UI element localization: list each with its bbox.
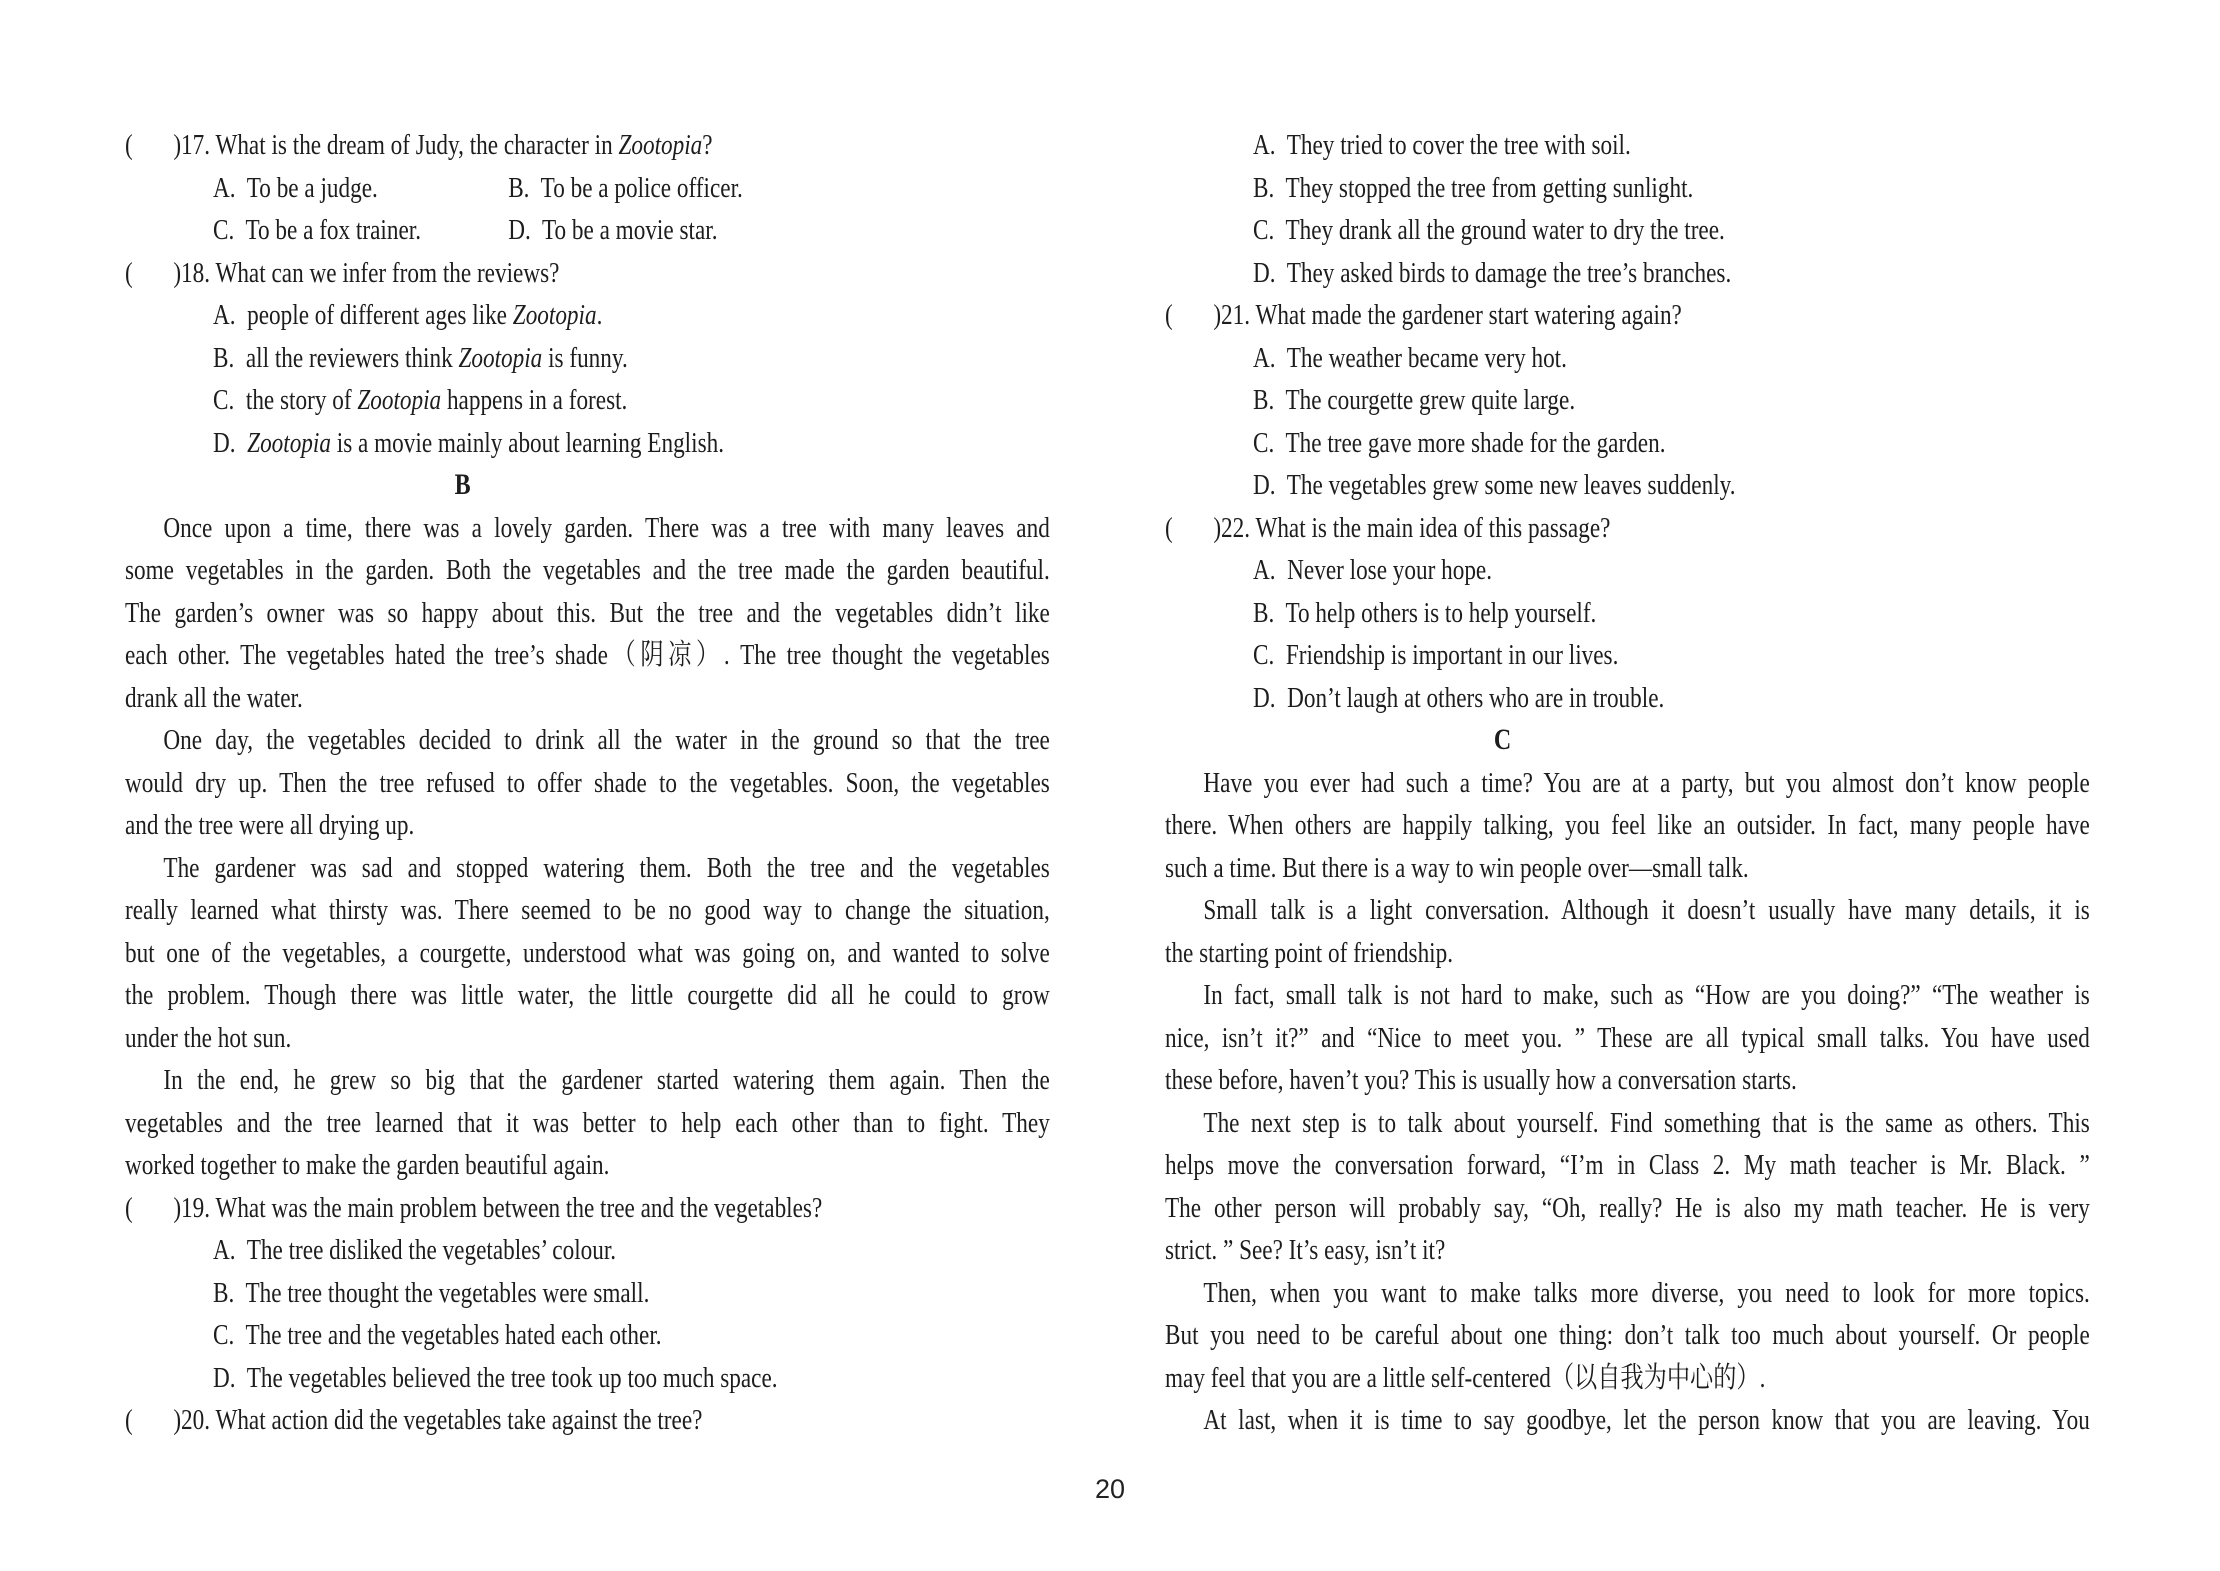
text-run: The gardener was sad and stopped watering them. Both the tree and the vegetables (163, 851, 1050, 884)
text-run: B (454, 468, 471, 501)
text-run: would dry up. Then the tree refused to offer shade to the vegetables. Soon, the vegetables (125, 766, 1050, 799)
section-header-B (125, 464, 1050, 507)
paragraph-line (1165, 1229, 2090, 1272)
text-run: The tree disliked the vegetables’ colour. (246, 1234, 617, 1266)
text-run: Friendship is important in our lives. (1285, 639, 1619, 671)
text-run: The garden’s owner was so happy about this. But the tree and the vegetables didn’t like (125, 596, 1050, 629)
text-run: The other person will probably say, “Oh, really? He is also my math teacher. He is very (1165, 1191, 2090, 1224)
option-C (213, 214, 421, 246)
text-run: What was the main problem between the tree and the vegetables? (215, 1191, 823, 1224)
question-line-22 (1165, 507, 2090, 550)
question-line-18 (125, 252, 1050, 295)
text-run: the problem. Though there was little water, the little courgette did all he could to grow (125, 979, 1050, 1011)
text-run: some vegetables in the garden. Both the vegetables and the tree made the garden beautiful. (125, 554, 1050, 586)
paragraph-line (125, 762, 1050, 805)
text-run: people of different ages like (247, 299, 513, 331)
text-run: What action did the vegetables take against the tree? (215, 1404, 703, 1436)
paragraph-line (125, 677, 1050, 720)
option-label: D. (508, 214, 542, 246)
text-run: The next step is to talk about yourself. Find something that is the same as others. This (1203, 1106, 2090, 1139)
italic-title: Zootopia (247, 426, 331, 459)
text-run: They asked birds to damage the tree’s branches. (1286, 256, 1732, 289)
option-line-C (1165, 209, 2090, 252)
text-run: They stopped the tree from getting sunlight. (1285, 171, 1694, 204)
option-line-A (1165, 337, 2090, 380)
text-run: each other. The vegetables hated the tree’s shade（阴凉）. The tree thought the vegetables (125, 639, 1050, 671)
paragraph-line (125, 974, 1050, 1017)
option-label: B. (1253, 171, 1286, 204)
text-run: To be a police officer. (540, 171, 743, 204)
text-run: The vegetables believed the tree took up too much space. (246, 1361, 778, 1394)
paragraph-line (125, 1102, 1050, 1145)
text-run: the starting point of friendship. (1165, 936, 1454, 969)
right-column (1165, 124, 2090, 1442)
paragraph-line (1165, 1399, 2090, 1442)
option-label: D. (1253, 469, 1287, 501)
text-run: nice, isn’t it?” and “Nice to meet you. ” These are all typical small talks. You have used (1165, 1021, 2090, 1054)
paragraph-line (125, 1144, 1050, 1187)
paragraph-line (125, 932, 1050, 975)
text-run: They drank all the ground water to dry the tree. (1285, 214, 1725, 246)
paragraph-line (125, 804, 1050, 847)
text-run: The vegetables grew some new leaves suddenly. (1286, 469, 1736, 501)
text-run: ? (702, 129, 713, 161)
text-run: To be a judge. (246, 171, 378, 204)
paragraph-line (125, 592, 1050, 635)
question-marker: ( )20. (125, 1404, 216, 1436)
section-header-C (1165, 719, 2090, 762)
option-label: C. (213, 214, 246, 246)
text-run: C (1493, 723, 1512, 756)
text-run: may feel that you are a little self-centered（以自我为中心的）. (1165, 1361, 1766, 1394)
option-line-D (1165, 464, 2090, 507)
text-run: these before, haven’t you? This is usually how a conversation starts. (1165, 1064, 1797, 1096)
text-run: Then, when you want to make talks more diverse, you need to look for more topics. (1203, 1276, 2090, 1309)
option-line-D (125, 422, 1050, 465)
text-run: The tree thought the vegetables were small. (245, 1276, 650, 1309)
text-run: Small talk is a light conversation. Although it doesn’t usually have many details, it is (1203, 894, 2090, 926)
option-label: B. (213, 1276, 246, 1309)
text-run: worked together to make the garden beautiful again. (125, 1149, 610, 1181)
paragraph-line (1165, 974, 2090, 1017)
text-run: such a time. But there is a way to win people over—small talk. (1165, 851, 1749, 884)
option-line-C (125, 379, 1050, 422)
text-run: is funny. (542, 341, 628, 374)
paragraph-line (1165, 1357, 2090, 1400)
option-D (508, 209, 717, 252)
left-column (125, 124, 1050, 1442)
option-line-B (1165, 379, 2090, 422)
option-pair-line (125, 167, 1050, 210)
text-run: but one of the vegetables, a courgette, understood what was going on, and wanted to solve (125, 936, 1050, 969)
option-line-A (1165, 124, 2090, 167)
text-run: Have you ever had such a time? You are at a party, but you almost don’t know people (1203, 766, 2090, 799)
option-line-D (1165, 252, 2090, 295)
option-label: A. (213, 171, 247, 204)
text-run: and the tree were all drying up. (125, 809, 415, 841)
text-run: under the hot sun. (125, 1021, 292, 1054)
option-label: B. (213, 341, 246, 374)
text-run: all the reviewers think (245, 341, 459, 374)
question-line-19 (125, 1187, 1050, 1230)
question-line-21 (1165, 294, 2090, 337)
option-label: C. (213, 384, 246, 416)
paragraph-line (1165, 1144, 2090, 1187)
option-line-C (1165, 634, 2090, 677)
option-line-A (1165, 549, 2090, 592)
question-line-20 (125, 1399, 1050, 1442)
paragraph-line (125, 889, 1050, 932)
paragraph-line (125, 1059, 1050, 1102)
text-run: . (596, 299, 603, 331)
text-run: In fact, small talk is not hard to make, such as “How are you doing?” “The weather is (1203, 979, 2090, 1011)
question-marker: ( )19. (125, 1191, 216, 1224)
option-label: C. (1253, 214, 1286, 246)
paragraph-line (1165, 889, 2090, 932)
question-marker: ( )21. (1165, 299, 1256, 331)
paragraph-line (1165, 847, 2090, 890)
paragraph-line (125, 507, 1050, 550)
option-line-D (1165, 677, 2090, 720)
option-label: A. (1253, 554, 1288, 586)
paragraph-line (1165, 1187, 2090, 1230)
option-label: B. (1253, 384, 1286, 416)
paragraph-line (125, 847, 1050, 890)
question-line-17 (125, 124, 1050, 167)
text-run: To help others is to help yourself. (1285, 596, 1597, 629)
text-run: the story of (245, 384, 358, 416)
text-run: helps move the conversation forward, “I’m in Class 2. My math teacher is Mr. Black. ” (1165, 1149, 2090, 1181)
text-run: What is the main idea of this passage? (1255, 511, 1611, 544)
text-run: To be a fox trainer. (245, 214, 421, 246)
question-marker: ( )22. (1165, 511, 1256, 544)
paragraph-line (1165, 1314, 2090, 1357)
paragraph-line (1165, 1272, 2090, 1315)
paragraph-line (1165, 804, 2090, 847)
option-label: A. (213, 299, 248, 331)
option-label: A. (213, 1234, 247, 1266)
option-line-A (125, 1229, 1050, 1272)
option-line-B (1165, 592, 2090, 635)
text-run: really learned what thirsty was. There seemed to be no good way to change the situation, (125, 894, 1050, 926)
text-run: They tried to cover the tree with soil. (1286, 129, 1631, 161)
paragraph-line (1165, 1017, 2090, 1060)
text-run: The courgette grew quite large. (1285, 384, 1576, 416)
text-run: What is the dream of Judy, the character in (215, 129, 619, 161)
italic-title: Zootopia (512, 299, 597, 331)
text-run: In the end, he grew so big that the gardener started watering them again. Then the (163, 1064, 1050, 1096)
paragraph-line (125, 1017, 1050, 1060)
option-label: D. (213, 426, 248, 459)
text-run: What can we infer from the reviews? (215, 256, 560, 289)
text-run: Once upon a time, there was a lovely garden. There was a tree with many leaves and (163, 511, 1050, 544)
text-run: Never lose your hope. (1287, 554, 1493, 586)
option-line-A (125, 294, 1050, 337)
text-run: happens in a forest. (441, 384, 628, 416)
option-label: D. (1253, 256, 1287, 289)
question-marker: ( )18. (125, 256, 216, 289)
text-run: One day, the vegetables decided to drink all the water in the ground so that the tree (163, 724, 1050, 756)
paragraph-line (1165, 932, 2090, 975)
paragraph-line (125, 549, 1050, 592)
italic-title: Zootopia (618, 129, 703, 161)
text-run: vegetables and the tree learned that it was better to help each other than to fight. They (125, 1106, 1050, 1139)
text-run: To be a movie star. (541, 214, 718, 246)
option-label: B. (508, 171, 541, 204)
option-label: A. (1253, 129, 1287, 161)
option-line-C (1165, 422, 2090, 465)
option-label: C. (1253, 426, 1286, 459)
paragraph-line (1165, 762, 2090, 805)
option-label: C. (213, 1319, 246, 1351)
paragraph-line (125, 719, 1050, 762)
text-run: Don’t laugh at others who are in trouble. (1287, 681, 1665, 714)
option-label: B. (1253, 596, 1286, 629)
italic-title: Zootopia (458, 341, 543, 374)
paragraph-line (125, 634, 1050, 677)
paragraph-line (1165, 1102, 2090, 1145)
paragraph-line (1165, 1059, 2090, 1102)
question-marker: ( )17. (125, 129, 216, 161)
option-label: A. (1253, 341, 1287, 374)
option-label: C. (1253, 639, 1286, 671)
page-number: 20 (1094, 1474, 1126, 1504)
italic-title: Zootopia (357, 384, 442, 416)
option-A (213, 172, 378, 204)
option-pair-line (125, 209, 1050, 252)
text-run: The weather became very hot. (1286, 341, 1567, 374)
text-run: drank all the water. (125, 681, 303, 714)
option-line-C (125, 1314, 1050, 1357)
text-run: The tree gave more shade for the garden. (1285, 426, 1666, 459)
text-run: there. When others are happily talking, you feel like an outsider. In fact, many people have (1165, 809, 2090, 841)
text-run: is a movie mainly about learning English. (330, 426, 725, 459)
option-B (508, 167, 743, 210)
text-run: The tree and the vegetables hated each other. (245, 1319, 662, 1351)
option-line-B (125, 337, 1050, 380)
option-line-B (125, 1272, 1050, 1315)
option-label: D. (213, 1361, 247, 1394)
text-run: At last, when it is time to say goodbye, let the person know that you are leaving. You (1203, 1404, 2090, 1436)
option-line-D (125, 1357, 1050, 1400)
text-run: What made the gardener start watering again? (1255, 299, 1682, 331)
option-line-B (1165, 167, 2090, 210)
text-run: strict. ” See? It’s easy, isn’t it? (1165, 1234, 1446, 1266)
option-label: D. (1253, 681, 1288, 714)
text-run: But you need to be careful about one thing: don’t talk too much about yourself. Or people (1165, 1319, 2090, 1351)
